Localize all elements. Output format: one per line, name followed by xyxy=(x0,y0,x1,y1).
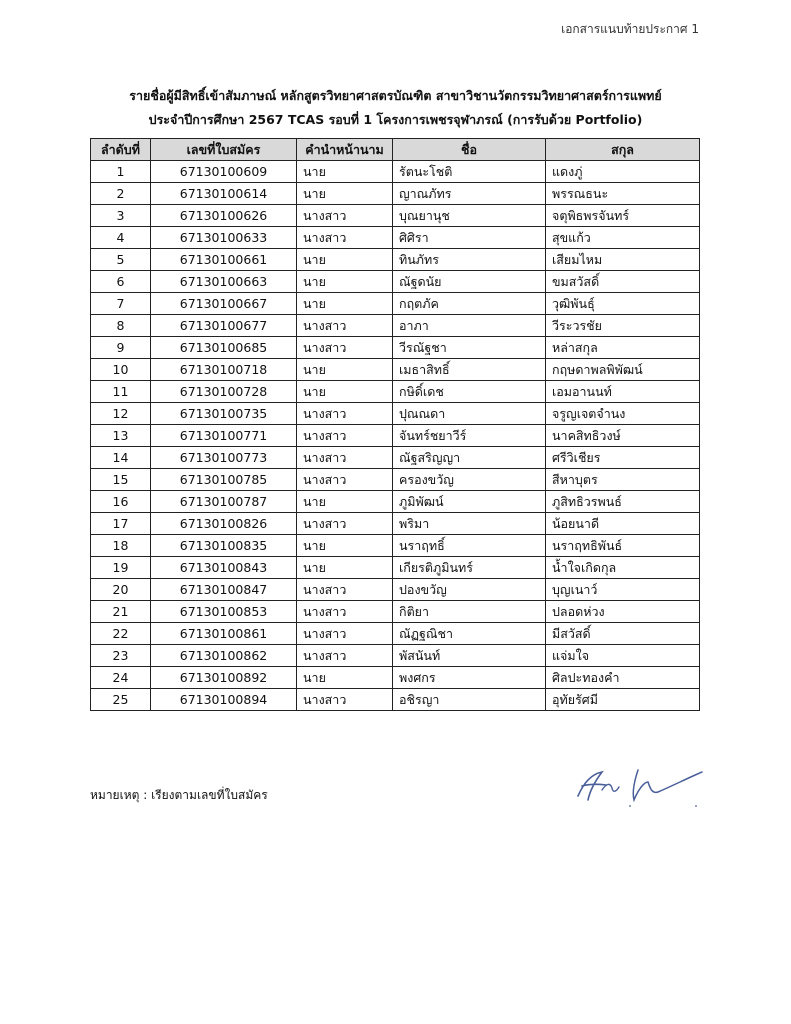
header-application-number: เลขที่ใบสมัคร xyxy=(151,139,297,161)
cell-first-name: กฤตภัค xyxy=(393,293,546,315)
footnote: หมายเหตุ : เรียงตามเลขที่ใบสมัคร xyxy=(90,788,268,802)
cell-last-name: แดงภู่ xyxy=(546,161,700,183)
cell-first-name: วีรณัฐชา xyxy=(393,337,546,359)
cell-first-name: ครองขวัญ xyxy=(393,469,546,491)
cell-last-name: นราฤทธิพันธ์ xyxy=(546,535,700,557)
cell-last-name: ภูสิทธิวรพนธ์ xyxy=(546,491,700,513)
cell-last-name: วุฒิพันธุ์ xyxy=(546,293,700,315)
table-row xyxy=(91,579,700,601)
cell-last-name: จตุพิธพรจันทร์ xyxy=(546,205,700,227)
cell-order: 13 xyxy=(91,425,151,447)
cell-last-name: เอมอานนท์ xyxy=(546,381,700,403)
table-row xyxy=(91,227,700,249)
cell-first-name: ปุณณดา xyxy=(393,403,546,425)
cell-first-name: ณัฏฐณิชา xyxy=(393,623,546,645)
cell-application-number: 67130100862 xyxy=(151,645,297,667)
cell-last-name: สีหาบุตร xyxy=(546,469,700,491)
cell-first-name: ทินภัทร xyxy=(393,249,546,271)
cell-last-name: จรูญเจตจำนง xyxy=(546,403,700,425)
cell-application-number: 67130100626 xyxy=(151,205,297,227)
cell-title-prefix: นางสาว xyxy=(297,689,393,711)
document-title-line-2: ประจำปีการศึกษา 2567 TCAS รอบที่ 1 โครงการเพชรจุฬาภรณ์ (การรับด้วย Portfolio) xyxy=(148,112,643,127)
cell-title-prefix: นางสาว xyxy=(297,403,393,425)
cell-application-number: 67130100892 xyxy=(151,667,297,689)
cell-first-name: กษิดิ์เดช xyxy=(393,381,546,403)
table-row xyxy=(91,205,700,227)
table-row xyxy=(91,381,700,403)
cell-application-number: 67130100661 xyxy=(151,249,297,271)
table-row xyxy=(91,469,700,491)
document-annex-note: เอกสารแนบท้ายประกาศ 1 xyxy=(561,22,699,36)
cell-order: 24 xyxy=(91,667,151,689)
cell-first-name: อาภา xyxy=(393,315,546,337)
cell-title-prefix: นาย xyxy=(297,491,393,513)
cell-title-prefix: นาย xyxy=(297,293,393,315)
cell-first-name: รัตนะโชติ xyxy=(393,161,546,183)
cell-title-prefix: นางสาว xyxy=(297,469,393,491)
document-title-line-1: รายชื่อผู้มีสิทธิ์เข้าสัมภาษณ์ หลักสูตรวิทยาศาสตรบัณฑิต สาขาวิชานวัตกรรมวิทยาศาสตร์การแพทย์ xyxy=(129,88,662,103)
cell-last-name: ปลอดห่วง xyxy=(546,601,700,623)
cell-application-number: 67130100718 xyxy=(151,359,297,381)
header-order: ลำดับที่ xyxy=(91,139,151,161)
cell-application-number: 67130100861 xyxy=(151,623,297,645)
cell-title-prefix: นางสาว xyxy=(297,645,393,667)
cell-order: 8 xyxy=(91,315,151,337)
cell-application-number: 67130100609 xyxy=(151,161,297,183)
table-row xyxy=(91,249,700,271)
cell-title-prefix: นางสาว xyxy=(297,205,393,227)
table-row xyxy=(91,161,700,183)
cell-title-prefix: นาย xyxy=(297,359,393,381)
cell-order: 11 xyxy=(91,381,151,403)
table-row xyxy=(91,403,700,425)
cell-order: 16 xyxy=(91,491,151,513)
header-title-prefix: คำนำหน้านาม xyxy=(297,139,393,161)
cell-order: 4 xyxy=(91,227,151,249)
cell-application-number: 67130100685 xyxy=(151,337,297,359)
cell-order: 1 xyxy=(91,161,151,183)
cell-last-name: กฤษดาพลพิพัฒน์ xyxy=(546,359,700,381)
cell-title-prefix: นาย xyxy=(297,381,393,403)
table-row xyxy=(91,667,700,689)
cell-last-name: มีสวัสดิ์ xyxy=(546,623,700,645)
cell-last-name: พรรณธนะ xyxy=(546,183,700,205)
cell-order: 23 xyxy=(91,645,151,667)
cell-last-name: บุญเนาว์ xyxy=(546,579,700,601)
table-row xyxy=(91,689,700,711)
signature-stroke xyxy=(578,772,606,800)
cell-order: 22 xyxy=(91,623,151,645)
cell-first-name: ณัฐดนัย xyxy=(393,271,546,293)
signature-dot xyxy=(695,805,697,807)
cell-application-number: 67130100894 xyxy=(151,689,297,711)
cell-title-prefix: นาย xyxy=(297,271,393,293)
cell-order: 9 xyxy=(91,337,151,359)
cell-application-number: 67130100614 xyxy=(151,183,297,205)
cell-title-prefix: นางสาว xyxy=(297,513,393,535)
cell-last-name: หล่าสกุล xyxy=(546,337,700,359)
table-body xyxy=(91,161,700,711)
cell-last-name: น้อยนาดี xyxy=(546,513,700,535)
cell-last-name: นาคสิทธิวงษ์ xyxy=(546,425,700,447)
cell-first-name: ญาณภัทร xyxy=(393,183,546,205)
cell-first-name: ศิศิรา xyxy=(393,227,546,249)
cell-order: 20 xyxy=(91,579,151,601)
cell-last-name: เสียมไหม xyxy=(546,249,700,271)
header-first-name: ชื่อ xyxy=(393,139,546,161)
table-row xyxy=(91,359,700,381)
cell-last-name: อุทัยรัศมี xyxy=(546,689,700,711)
cell-title-prefix: นาย xyxy=(297,535,393,557)
cell-application-number: 67130100773 xyxy=(151,447,297,469)
cell-order: 2 xyxy=(91,183,151,205)
cell-title-prefix: นางสาว xyxy=(297,447,393,469)
cell-first-name: จันทร์ชยาวีร์ xyxy=(393,425,546,447)
table-row xyxy=(91,315,700,337)
cell-title-prefix: นางสาว xyxy=(297,601,393,623)
cell-order: 17 xyxy=(91,513,151,535)
header-last-name: สกุล xyxy=(546,139,700,161)
cell-title-prefix: นาย xyxy=(297,161,393,183)
cell-first-name: ภูมิพัฒน์ xyxy=(393,491,546,513)
cell-title-prefix: นางสาว xyxy=(297,337,393,359)
table-row xyxy=(91,601,700,623)
cell-first-name: เกียรติภูมินทร์ xyxy=(393,557,546,579)
cell-first-name: กิติยา xyxy=(393,601,546,623)
cell-order: 10 xyxy=(91,359,151,381)
table-row xyxy=(91,425,700,447)
table-row xyxy=(91,183,700,205)
cell-title-prefix: นาย xyxy=(297,667,393,689)
cell-application-number: 67130100835 xyxy=(151,535,297,557)
cell-title-prefix: นางสาว xyxy=(297,227,393,249)
cell-last-name: น้ำใจเกิดกุล xyxy=(546,557,700,579)
cell-application-number: 67130100771 xyxy=(151,425,297,447)
cell-first-name: พัสนันท์ xyxy=(393,645,546,667)
cell-title-prefix: นางสาว xyxy=(297,425,393,447)
cell-order: 3 xyxy=(91,205,151,227)
table-row xyxy=(91,557,700,579)
table-row xyxy=(91,623,700,645)
cell-order: 6 xyxy=(91,271,151,293)
cell-last-name: สุขแก้ว xyxy=(546,227,700,249)
table-row xyxy=(91,513,700,535)
cell-last-name: ศรีวิเชียร xyxy=(546,447,700,469)
cell-order: 14 xyxy=(91,447,151,469)
cell-order: 25 xyxy=(91,689,151,711)
table-row xyxy=(91,293,700,315)
cell-application-number: 67130100847 xyxy=(151,579,297,601)
cell-application-number: 67130100826 xyxy=(151,513,297,535)
cell-last-name: ศิลปะทองคำ xyxy=(546,667,700,689)
cell-order: 7 xyxy=(91,293,151,315)
cell-application-number: 67130100843 xyxy=(151,557,297,579)
table-row xyxy=(91,337,700,359)
cell-application-number: 67130100677 xyxy=(151,315,297,337)
table-row xyxy=(91,645,700,667)
cell-application-number: 67130100663 xyxy=(151,271,297,293)
table-header-row xyxy=(91,139,700,161)
cell-application-number: 67130100735 xyxy=(151,403,297,425)
cell-title-prefix: นาย xyxy=(297,249,393,271)
cell-first-name: พริมา xyxy=(393,513,546,535)
cell-first-name: บุณยานุช xyxy=(393,205,546,227)
cell-order: 12 xyxy=(91,403,151,425)
cell-title-prefix: นาย xyxy=(297,183,393,205)
cell-application-number: 67130100728 xyxy=(151,381,297,403)
table-row xyxy=(91,491,700,513)
cell-order: 15 xyxy=(91,469,151,491)
signature-dot xyxy=(629,805,631,807)
cell-first-name: พงศกร xyxy=(393,667,546,689)
cell-title-prefix: นางสาว xyxy=(297,315,393,337)
cell-application-number: 67130100667 xyxy=(151,293,297,315)
cell-last-name: แจ่มใจ xyxy=(546,645,700,667)
cell-application-number: 67130100853 xyxy=(151,601,297,623)
cell-first-name: ณัฐสริญญา xyxy=(393,447,546,469)
cell-application-number: 67130100633 xyxy=(151,227,297,249)
cell-order: 18 xyxy=(91,535,151,557)
cell-first-name: เมธาสิทธิ์ xyxy=(393,359,546,381)
candidate-table xyxy=(90,138,700,711)
cell-first-name: อชิรญา xyxy=(393,689,546,711)
signature-stroke xyxy=(633,770,702,800)
table-row xyxy=(91,271,700,293)
cell-order: 19 xyxy=(91,557,151,579)
cell-order: 21 xyxy=(91,601,151,623)
signature-image xyxy=(572,760,707,810)
table-row xyxy=(91,447,700,469)
cell-application-number: 67130100785 xyxy=(151,469,297,491)
cell-first-name: นราฤทธิ์ xyxy=(393,535,546,557)
cell-title-prefix: นางสาว xyxy=(297,579,393,601)
cell-first-name: ปองขวัญ xyxy=(393,579,546,601)
cell-title-prefix: นาย xyxy=(297,557,393,579)
cell-application-number: 67130100787 xyxy=(151,491,297,513)
cell-last-name: วีระวรชัย xyxy=(546,315,700,337)
cell-last-name: ขมสวัสดิ์ xyxy=(546,271,700,293)
cell-order: 5 xyxy=(91,249,151,271)
cell-title-prefix: นางสาว xyxy=(297,623,393,645)
table-row xyxy=(91,535,700,557)
